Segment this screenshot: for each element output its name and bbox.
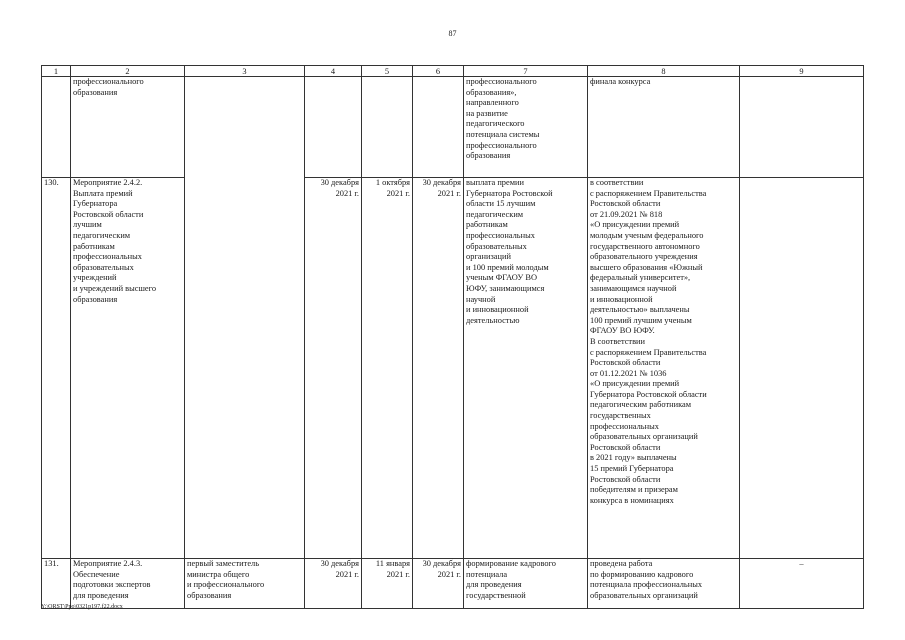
cell-actual-result: в соответствии с распоряжением Правительства Ростовской области от 21.09.2021 № 818 «О присуждении премий молодым ученым федерального государственного автономного образовательного учреждения высшего образования «Южный федеральный университет», занимающимся научной и инновационной деятельностью» выплачены 100 премий лучшим ученым ФГАОУ ВО ЮФУ. В соответствии с распоряжением Правительства Ростовской области от 01.12.2021 № 1036 «О присуждении премий Губернатора Ростовской области педагогическим работникам государственных профессиональных образовательных организаций Ростовской области в 2021 году» выплачены 15 премий Губернатора Ростовской области победителям и призерам конкурса в номинациях (588, 178, 740, 559)
file-path-footer: Y:\ORST\Ppo\0321p197.f22.docx (41, 604, 123, 610)
header-cell-1: 1 (42, 66, 71, 77)
cell-start-date: 1 октября 2021 г. (362, 178, 413, 559)
plan-table (41, 65, 864, 609)
cell-event: Мероприятие 2.4.2. Выплата премий Губернатора Ростовской области лучшим педагогическим работникам профессиональных образовательных учреждений и учреждений высшего образования (71, 178, 185, 559)
page-number: 87 (448, 29, 457, 38)
cell-end-date: 30 декабря 2021 г. (413, 178, 464, 559)
cell-number (42, 77, 71, 178)
cell-end-date (413, 77, 464, 178)
header-cell-6: 6 (413, 66, 464, 77)
cell-expected-result: выплата премии Губернатора Ростовской области 15 лучшим педагогическим работникам профессиональных образовательных организаций и 100 премий молодым ученым ФГАОУ ВО ЮФУ, занимающимся научной и инновационной деятельностью (464, 178, 588, 559)
header-cell-9: 9 (740, 66, 864, 77)
cell-planned-date: 30 декабря 2021 г. (305, 559, 362, 609)
cell-planned-date: 30 декабря 2021 г. (305, 178, 362, 559)
table-row-131 (42, 559, 864, 609)
cell-notes: – (740, 559, 864, 609)
cell-actual-result: проведена работа по формированию кадрового потенциала профессиональных образовательных организаций (588, 559, 740, 609)
cell-notes (740, 178, 864, 559)
header-cell-8: 8 (588, 66, 740, 77)
cell-expected-result: профессионального образования», направленного на развитие педагогического потенциала системы профессионального образования (464, 77, 588, 178)
table-row-continuation (42, 77, 864, 178)
cell-event: Мероприятие 2.4.3. Обеспечение подготовки экспертов для проведения (71, 559, 185, 609)
cell-start-date: 11 января 2021 г. (362, 559, 413, 609)
header-cell-2: 2 (71, 66, 185, 77)
cell-responsible: первый заместитель министра общего и профессионального образования (185, 559, 305, 609)
header-cell-3: 3 (185, 66, 305, 77)
cell-actual-result: финала конкурса (588, 77, 740, 178)
cell-number: 131. (42, 559, 71, 609)
header-cell-4: 4 (305, 66, 362, 77)
cell-event: профессионального образования (71, 77, 185, 178)
cell-responsible (185, 77, 305, 559)
cell-number: 130. (42, 178, 71, 559)
cell-start-date (362, 77, 413, 178)
header-cell-7: 7 (464, 66, 588, 77)
cell-expected-result: формирование кадрового потенциала для проведения государственной (464, 559, 588, 609)
cell-planned-date (305, 77, 362, 178)
header-row (42, 66, 864, 77)
cell-notes (740, 77, 864, 178)
cell-end-date: 30 декабря 2021 г. (413, 559, 464, 609)
header-cell-5: 5 (362, 66, 413, 77)
table-row-130 (42, 178, 864, 559)
